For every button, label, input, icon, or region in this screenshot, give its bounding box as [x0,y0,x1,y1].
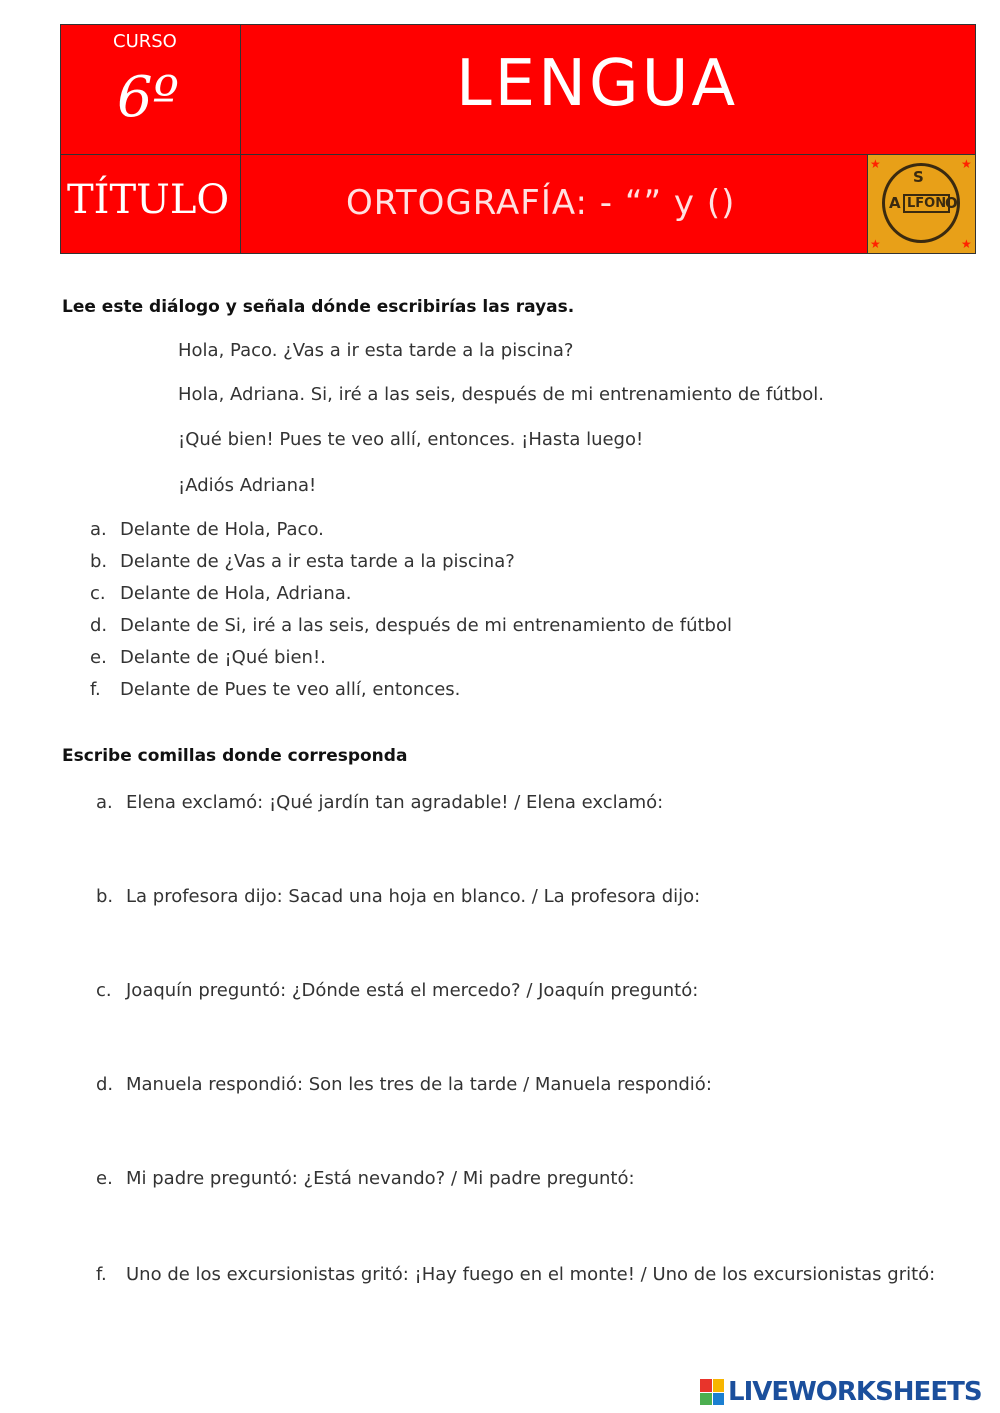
question-item[interactable]: c. Joaquín preguntó: ¿Dónde está el mercedo? / Joaquín preguntó: [96,980,699,1001]
dialog-line: Hola, Paco. ¿Vas a ir esta tarde a la piscina? [178,340,574,361]
star-icon: ★ [870,157,881,171]
option-item[interactable]: c. Delante de Hola, Adriana. [90,583,352,604]
star-icon: ★ [961,157,972,171]
star-icon: ★ [870,237,881,251]
option-item[interactable]: f. Delante de Pues te veo allí, entonces. [90,679,461,700]
dialog-line: Hola, Adriana. Si, iré a las seis, después de mi entrenamiento de fútbol. [178,384,825,405]
question-item[interactable]: f. Uno de los excursionistas gritó: ¡Hay fuego en el monte! / Uno de los excursionistas gritó: [96,1264,936,1285]
header-table [60,24,976,254]
liveworksheets-logo-icon [700,1379,724,1405]
worksheet-title: ORTOGRAFÍA: - “” y () [346,183,736,223]
option-item[interactable]: b. Delante de ¿Vas a ir esta tarde a la piscina? [90,551,515,572]
section1-instruction: Lee este diálogo y señala dónde escribirías las rayas. [62,297,575,317]
subject-title: LENGUA [456,47,739,121]
option-item[interactable]: a. Delante de Hola, Paco. [90,519,324,540]
liveworksheets-watermark [700,1376,996,1408]
curso-value: 6º [117,65,179,130]
question-item[interactable]: b. La profesora dijo: Sacad una hoja en blanco. / La profesora dijo: [96,886,701,907]
titulo-label: TÍTULO [67,177,230,223]
option-item[interactable]: e. Delante de ¡Qué bien!. [90,647,326,668]
school-logo [868,155,975,253]
dialog-line: ¡Adiós Adriana! [178,475,317,496]
question-item[interactable]: d. Manuela respondió: Son les tres de la tarde / Manuela respondió: [96,1074,712,1095]
header-divider [240,25,241,253]
watermark-text: LIVEWORKSHEETS [728,1377,982,1407]
option-item[interactable]: d. Delante de Si, iré a las seis, después de mi entrenamiento de fútbol [90,615,732,636]
logo-circle: S A LFON O [882,163,960,243]
question-item[interactable]: a. Elena exclamó: ¡Qué jardín tan agradable! / Elena exclamó: [96,792,664,813]
dialog-line: ¡Qué bien! Pues te veo allí, entonces. ¡Hasta luego! [178,429,644,450]
header-divider [61,154,975,155]
section2-instruction: Escribe comillas donde corresponda [62,746,408,766]
star-icon: ★ [961,237,972,251]
curso-label: CURSO [113,31,177,52]
question-item[interactable]: e. Mi padre preguntó: ¿Está nevando? / Mi padre preguntó: [96,1168,635,1189]
